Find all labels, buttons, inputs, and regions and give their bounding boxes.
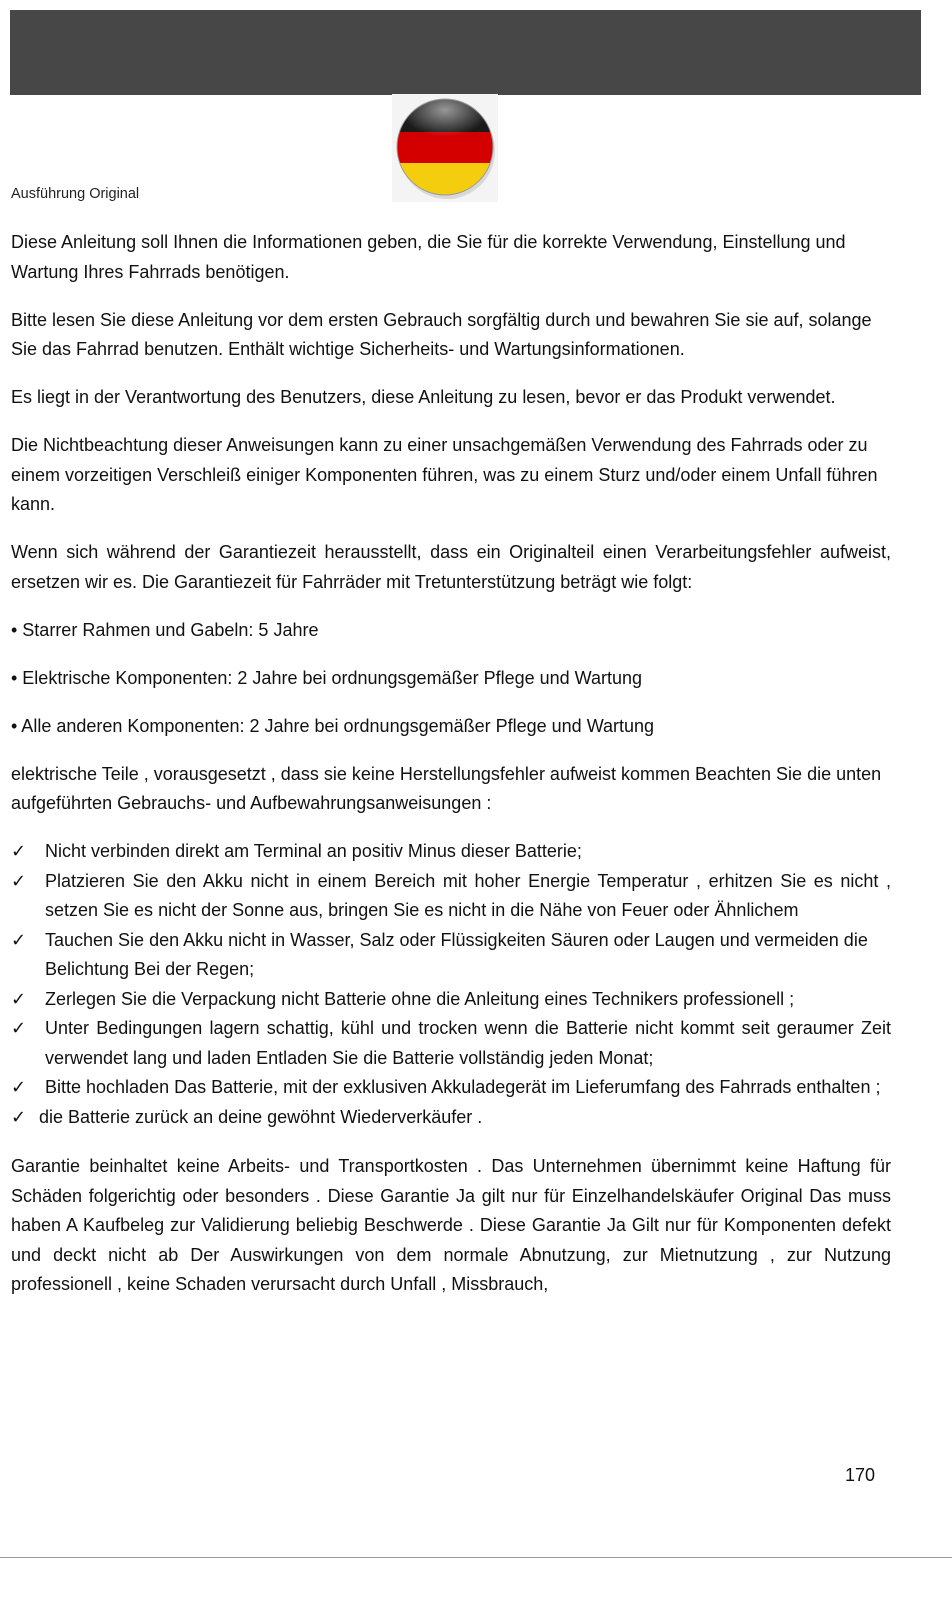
battery-instructions-list xyxy=(11,837,891,1132)
paragraph-noncompliance: Die Nichtbeachtung dieser Anweisungen kann zu einer unsachgemäßen Verwendung des Fahrrads oder zu einem vorzeitigen Verschleiß einiger Komponenten führen, was zu einem Sturz und/oder einem Unfall führen kann. xyxy=(11,435,878,514)
check-icon: ✓ xyxy=(11,841,27,861)
check-icon: ✓ xyxy=(11,1018,27,1038)
list-item xyxy=(11,985,891,1015)
list-item xyxy=(11,867,891,926)
page-number: 170 xyxy=(845,1465,876,1485)
list-item-text: die Batterie zurück an deine gewöhnt Wiederverkäufer . xyxy=(39,1106,483,1127)
warranty-bullet-other: • Alle anderen Komponenten: 2 Jahre bei ordnungsgemäßer Pflege und Wartung xyxy=(11,715,655,736)
list-item xyxy=(11,1073,891,1103)
paragraph-read-first: Bitte lesen Sie diese Anleitung vor dem ersten Gebrauch sorgfältig durch und bewahren Sie sie auf, solange Sie das Fahrrad benutzen. Enthält wichtige Sicherheits- und Wartungsinformationen. xyxy=(11,309,872,359)
list-item-text: Nicht verbinden direkt am Terminal an positiv Minus dieser Batterie; xyxy=(45,841,582,861)
list-item xyxy=(11,1014,891,1073)
list-item-text: Tauchen Sie den Akku nicht in Wasser, Salz oder Flüssigkeiten Säuren oder Laugen und vermeiden die Belichtung Bei der Regen; xyxy=(45,929,868,979)
check-icon: ✓ xyxy=(11,1077,27,1097)
version-label: Ausführung Original xyxy=(11,186,140,202)
paragraph-intro: Diese Anleitung soll Ihnen die Informationen geben, die Sie für die korrekte Verwendung, Einstellung und Wartung Ihres Fahrrads benötigen. xyxy=(11,232,846,282)
warranty-bullet-electrical: • Elektrische Komponenten: 2 Jahre bei ordnungsgemäßer Pflege und Wartung xyxy=(11,667,643,688)
list-item xyxy=(11,837,891,867)
bottom-divider xyxy=(0,1557,952,1558)
list-item-text: Unter Bedingungen lagern schattig, kühl und trocken wenn die Batterie nicht kommt seit geraumer Zeit verwendet lang und laden Entladen Sie die Batterie vollständig jeden Monat; xyxy=(45,1018,891,1068)
check-icon: ✓ xyxy=(11,1106,27,1127)
check-icon: ✓ xyxy=(11,988,27,1009)
paragraph-warranty-period: Wenn sich während der Garantiezeit herausstellt, dass ein Originalteil einen Verarbeitungsfehler aufweist, ersetzen wir es. Die Garantiezeit für Fahrräder mit Tretunterstützung beträgt wie folgt: xyxy=(11,542,891,592)
list-item-text: Bitte hochladen Das Batterie, mit der exklusiven Akkuladegerät im Lieferumfang des Fahrrads enthalten ; xyxy=(45,1077,881,1097)
document-body xyxy=(11,228,891,1318)
list-item-text: Zerlegen Sie die Verpackung nicht Batterie ohne die Anleitung eines Technikers professionell ; xyxy=(45,988,795,1009)
list-item-text: Platzieren Sie den Akku nicht in einem Bereich mit hoher Energie Temperatur , erhitzen Sie es nicht , setzen Sie es nicht der Sonne aus, bringen Sie es nicht in die Nähe von Feuer oder Ähnlichem xyxy=(45,870,891,920)
check-icon: ✓ xyxy=(11,870,27,891)
paragraph-responsibility: Es liegt in der Verantwortung des Benutzers, diese Anleitung zu lesen, bevor er das Produkt verwendet. xyxy=(11,387,836,407)
list-item xyxy=(11,926,891,985)
paragraph-guarantee-exclusions: Garantie beinhaltet keine Arbeits- und Transportkosten . Das Unternehmen übernimmt keine Haftung für Schäden folgerichtig oder besonders . Diese Garantie Ja gilt nur für Einzelhandelskäufer Original Das muss haben A Kaufbeleg zur Validierung beliebig Beschwerde . Diese Garantie Ja Gilt nur für Komponenten defekt und deckt nicht ab Der Auswirkungen von dem normale Abnutzung, zur Mietnutzung , zur Nutzung professionell , keine Schaden verursacht durch Unfall , Missbrauch, xyxy=(11,1156,891,1294)
list-item xyxy=(11,1103,891,1133)
check-icon: ✓ xyxy=(11,929,27,950)
paragraph-electrical-parts: elektrische Teile , vorausgesetzt , dass sie keine Herstellungsfehler aufweist kommen Beachten Sie die unten aufgeführten Gebrauchs- und Aufbewahrungsanweisungen : xyxy=(11,763,882,813)
header-bar xyxy=(10,10,921,95)
warranty-bullet-frame: • Starrer Rahmen und Gabeln: 5 Jahre xyxy=(11,619,319,640)
germany-flag-icon xyxy=(392,94,498,202)
